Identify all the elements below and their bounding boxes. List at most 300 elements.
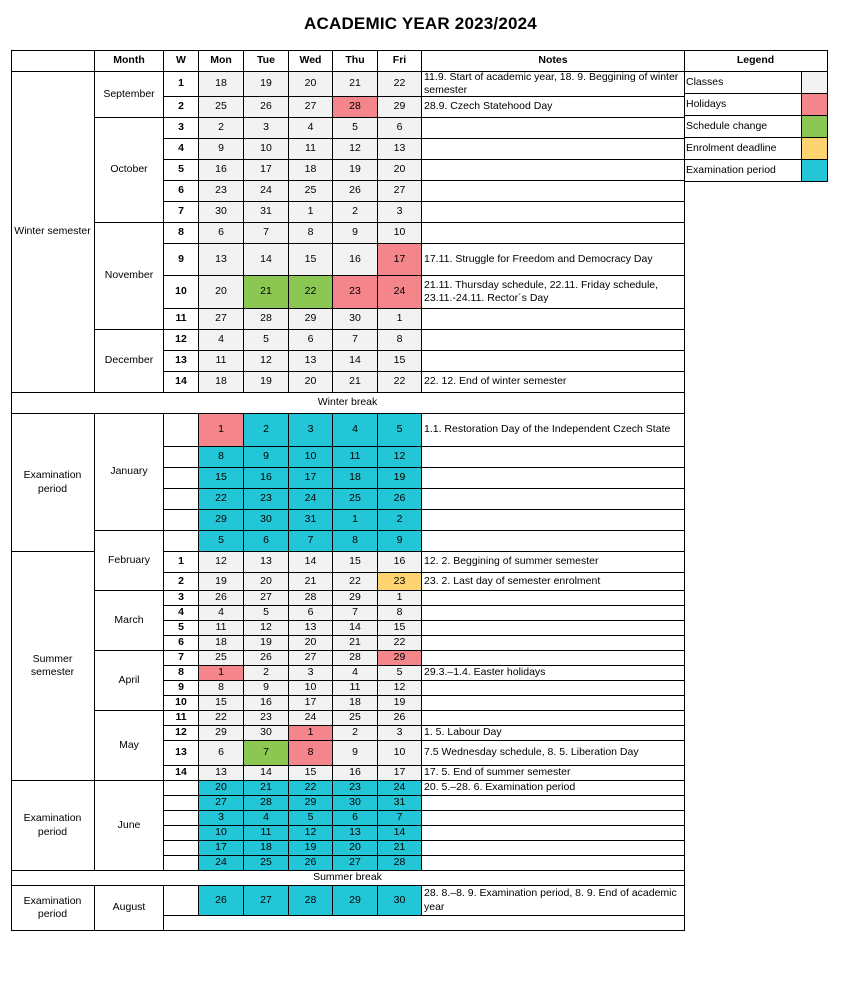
day-cell: 19 [244,72,289,97]
week-number: 6 [164,636,199,651]
day-cell: 18 [199,72,244,97]
note-cell [422,856,685,871]
week-number: 3 [164,591,199,606]
day-cell: 29 [333,591,378,606]
day-cell: 9 [333,741,378,766]
day-cell: 19 [378,696,422,711]
day-cell: 29 [378,97,422,118]
day-cell: 8 [333,531,378,552]
day-cell: 27 [199,309,244,330]
day-cell: 18 [333,696,378,711]
day-cell: 10 [289,447,333,468]
week-number: 8 [164,666,199,681]
note-cell [422,489,685,510]
week-number: 5 [164,160,199,181]
day-cell: 1 [378,309,422,330]
day-cell: 12 [378,447,422,468]
day-cell: 30 [333,309,378,330]
day-cell: 28 [289,886,333,916]
break-row: Winter break [11,393,685,414]
note-cell [422,591,685,606]
day-cell: 1 [333,510,378,531]
day-cell: 25 [333,711,378,726]
day-cell: 19 [378,468,422,489]
header-day-fri: Fri [378,50,422,72]
note-cell [422,681,685,696]
day-cell: 20 [244,573,289,591]
day-cell: 2 [333,202,378,223]
note-cell: 20. 5.–28. 6. Examination period [422,781,685,796]
week-number: 1 [164,72,199,97]
day-cell: 8 [378,330,422,351]
week-number [164,796,199,811]
day-cell: 27 [244,591,289,606]
day-cell: 22 [333,573,378,591]
note-cell: 12. 2. Beggining of summer semester [422,552,685,573]
day-cell: 26 [244,651,289,666]
legend-header: Legend [684,50,828,72]
day-cell: 15 [378,351,422,372]
day-cell: 7 [289,531,333,552]
note-cell: 17. 5. End of summer semester [422,766,685,781]
week-number: 1 [164,552,199,573]
day-cell: 5 [199,531,244,552]
legend-swatch [802,116,828,138]
day-cell: 4 [289,118,333,139]
day-cell: 30 [333,796,378,811]
note-cell [422,118,685,139]
day-cell: 9 [333,223,378,244]
day-cell: 27 [199,796,244,811]
day-cell: 9 [378,531,422,552]
day-cell: 29 [289,796,333,811]
period-label: Examination period [11,781,95,871]
note-cell [422,510,685,531]
day-cell: 18 [199,372,244,393]
day-cell: 14 [378,826,422,841]
day-cell: 26 [199,591,244,606]
day-cell: 20 [289,372,333,393]
note-cell [422,651,685,666]
day-cell: 6 [378,118,422,139]
day-cell: 23 [378,573,422,591]
day-cell: 8 [378,606,422,621]
day-cell: 13 [244,552,289,573]
week-number [164,447,199,468]
note-cell: 1. 5. Labour Day [422,726,685,741]
note-cell: 28. 8.–8. 9. Examination period, 8. 9. End of academic year [422,886,685,916]
header-day-tue: Tue [244,50,289,72]
day-cell: 1 [199,414,244,447]
week-number: 10 [164,696,199,711]
day-cell: 21 [289,573,333,591]
day-cell: 15 [333,552,378,573]
page-title: ACADEMIC YEAR 2023/2024 [304,14,537,33]
month-december: December [95,330,164,393]
legend-label: Holidays [684,94,802,116]
note-cell [422,841,685,856]
header-month: Month [95,50,164,72]
empty-row [164,916,685,931]
day-cell: 29 [378,651,422,666]
day-cell: 5 [289,811,333,826]
note-cell [422,160,685,181]
week-number [164,886,199,916]
day-cell: 19 [244,636,289,651]
month-october: October [95,118,164,223]
day-cell: 3 [378,202,422,223]
day-cell: 20 [378,160,422,181]
day-cell: 16 [333,244,378,276]
day-cell: 15 [378,621,422,636]
day-cell: 6 [289,330,333,351]
legend-label: Schedule change [684,116,802,138]
day-cell: 24 [378,276,422,309]
day-cell: 27 [378,181,422,202]
day-cell: 14 [244,766,289,781]
note-cell: 29.3.–1.4. Easter holidays [422,666,685,681]
week-number [164,414,199,447]
note-cell [422,468,685,489]
note-cell [422,223,685,244]
legend-swatch [802,160,828,182]
day-cell: 11 [199,621,244,636]
day-cell: 20 [199,781,244,796]
day-cell: 19 [199,573,244,591]
day-cell: 10 [199,826,244,841]
day-cell: 28 [333,97,378,118]
day-cell: 21 [333,372,378,393]
legend-label: Enrolment deadline [684,138,802,160]
day-cell: 21 [378,841,422,856]
day-cell: 8 [289,741,333,766]
week-number [164,510,199,531]
day-cell: 26 [378,489,422,510]
day-cell: 9 [244,447,289,468]
note-cell [422,202,685,223]
note-cell: 23. 2. Last day of semester enrolment [422,573,685,591]
week-number: 11 [164,309,199,330]
day-cell: 17 [199,841,244,856]
day-cell: 19 [333,160,378,181]
day-cell: 5 [244,330,289,351]
note-cell: 7.5 Wednesday schedule, 8. 5. Liberation Day [422,741,685,766]
day-cell: 17 [289,696,333,711]
day-cell: 31 [244,202,289,223]
day-cell: 7 [333,606,378,621]
day-cell: 12 [289,826,333,841]
day-cell: 24 [244,181,289,202]
note-cell [422,330,685,351]
note-cell [422,636,685,651]
month-august: August [95,886,164,931]
day-cell: 9 [244,681,289,696]
day-cell: 11 [289,139,333,160]
week-number: 2 [164,97,199,118]
day-cell: 12 [244,621,289,636]
month-april: April [95,651,164,711]
day-cell: 23 [199,181,244,202]
day-cell: 17 [378,766,422,781]
day-cell: 7 [244,741,289,766]
day-cell: 13 [199,244,244,276]
note-cell: 28.9. Czech Statehood Day [422,97,685,118]
day-cell: 28 [289,591,333,606]
week-number: 8 [164,223,199,244]
header-period [11,50,95,72]
day-cell: 14 [333,621,378,636]
day-cell: 26 [333,181,378,202]
day-cell: 29 [199,726,244,741]
day-cell: 25 [199,97,244,118]
day-cell: 15 [289,766,333,781]
day-cell: 1 [289,726,333,741]
week-number: 11 [164,711,199,726]
week-number: 14 [164,766,199,781]
week-number: 13 [164,351,199,372]
day-cell: 24 [199,856,244,871]
legend-swatch [802,138,828,160]
day-cell: 19 [289,841,333,856]
day-cell: 12 [378,681,422,696]
note-cell: 11.9. Start of academic year, 18. 9. Beggining of winter semester [422,72,685,97]
week-number: 13 [164,741,199,766]
day-cell: 4 [244,811,289,826]
week-number: 9 [164,244,199,276]
day-cell: 7 [244,223,289,244]
day-cell: 11 [333,447,378,468]
week-number: 2 [164,573,199,591]
day-cell: 20 [289,72,333,97]
day-cell: 3 [378,726,422,741]
day-cell: 14 [289,552,333,573]
note-cell [422,531,685,552]
day-cell: 12 [244,351,289,372]
week-number [164,781,199,796]
day-cell: 3 [289,666,333,681]
week-number: 12 [164,330,199,351]
day-cell: 21 [333,636,378,651]
day-cell: 21 [333,72,378,97]
header-day-wed: Wed [289,50,333,72]
day-cell: 25 [289,181,333,202]
day-cell: 22 [378,372,422,393]
day-cell: 31 [378,796,422,811]
day-cell: 4 [333,414,378,447]
day-cell: 22 [199,489,244,510]
day-cell: 7 [378,811,422,826]
day-cell: 14 [333,351,378,372]
day-cell: 18 [289,160,333,181]
note-cell: 22. 12. End of winter semester [422,372,685,393]
day-cell: 18 [333,468,378,489]
day-cell: 23 [244,711,289,726]
day-cell: 23 [244,489,289,510]
period-label: Summer semester [11,552,95,781]
day-cell: 30 [244,510,289,531]
day-cell: 21 [244,276,289,309]
day-cell: 11 [199,351,244,372]
day-cell: 16 [199,160,244,181]
day-cell: 28 [378,856,422,871]
day-cell: 11 [244,826,289,841]
day-cell: 29 [289,309,333,330]
day-cell: 18 [244,841,289,856]
day-cell: 21 [244,781,289,796]
day-cell: 10 [378,223,422,244]
month-january: January [95,414,164,531]
period-label: Winter semester [11,72,95,393]
day-cell: 16 [244,468,289,489]
day-cell: 2 [199,118,244,139]
month-november: November [95,223,164,330]
month-may: May [95,711,164,781]
day-cell: 5 [244,606,289,621]
day-cell: 13 [289,621,333,636]
week-number: 5 [164,621,199,636]
day-cell: 13 [289,351,333,372]
day-cell: 13 [333,826,378,841]
day-cell: 2 [244,666,289,681]
week-number [164,468,199,489]
day-cell: 29 [199,510,244,531]
week-number: 7 [164,202,199,223]
day-cell: 22 [378,72,422,97]
note-cell [422,811,685,826]
day-cell: 26 [378,711,422,726]
day-cell: 22 [289,781,333,796]
day-cell: 26 [199,886,244,916]
day-cell: 6 [199,223,244,244]
day-cell: 24 [289,711,333,726]
day-cell: 24 [378,781,422,796]
day-cell: 12 [199,552,244,573]
day-cell: 28 [333,651,378,666]
day-cell: 27 [333,856,378,871]
week-number [164,856,199,871]
week-number: 7 [164,651,199,666]
header-day-mon: Mon [199,50,244,72]
note-cell: 1.1. Restoration Day of the Independent Czech State [422,414,685,447]
note-cell [422,139,685,160]
day-cell: 5 [378,666,422,681]
day-cell: 15 [199,696,244,711]
calendar-table [11,50,685,984]
day-cell: 3 [289,414,333,447]
day-cell: 11 [333,681,378,696]
day-cell: 29 [333,886,378,916]
day-cell: 16 [378,552,422,573]
week-number: 4 [164,606,199,621]
legend-swatch [802,72,828,94]
note-cell [422,796,685,811]
day-cell: 9 [199,139,244,160]
note-cell: 17.11. Struggle for Freedom and Democracy Day [422,244,685,276]
month-september: September [95,72,164,118]
day-cell: 15 [199,468,244,489]
legend-label: Classes [684,72,802,94]
day-cell: 28 [244,309,289,330]
note-cell [422,447,685,468]
week-number: 3 [164,118,199,139]
day-cell: 22 [378,636,422,651]
day-cell: 19 [244,372,289,393]
day-cell: 10 [289,681,333,696]
day-cell: 16 [244,696,289,711]
day-cell: 6 [289,606,333,621]
month-june: June [95,781,164,871]
day-cell: 31 [289,510,333,531]
period-label: Examination period [11,886,95,931]
day-cell: 5 [333,118,378,139]
month-february: February [95,531,164,591]
note-cell [422,181,685,202]
day-cell: 6 [199,741,244,766]
day-cell: 22 [199,711,244,726]
legend-table [684,50,828,193]
day-cell: 4 [199,330,244,351]
header-notes: Notes [422,50,685,72]
day-cell: 27 [289,651,333,666]
day-cell: 22 [289,276,333,309]
week-number [164,531,199,552]
note-cell [422,351,685,372]
day-cell: 25 [244,856,289,871]
week-number: 9 [164,681,199,696]
break-row: Summer break [11,871,685,886]
period-label: Examination period [11,414,95,552]
day-cell: 20 [333,841,378,856]
day-cell: 13 [378,139,422,160]
note-cell [422,606,685,621]
day-cell: 25 [199,651,244,666]
day-cell: 5 [378,414,422,447]
legend-swatch [802,94,828,116]
day-cell: 30 [378,886,422,916]
header-day-thu: Thu [333,50,378,72]
day-cell: 20 [289,636,333,651]
day-cell: 26 [289,856,333,871]
week-number: 14 [164,372,199,393]
day-cell: 17 [378,244,422,276]
week-number [164,826,199,841]
day-cell: 6 [244,531,289,552]
note-cell: 21.11. Thursday schedule, 22.11. Friday schedule, 23.11.-24.11. Rector´s Day [422,276,685,309]
week-number: 4 [164,139,199,160]
day-cell: 23 [333,781,378,796]
note-cell [422,309,685,330]
day-cell: 1 [289,202,333,223]
day-cell: 2 [244,414,289,447]
day-cell: 27 [244,886,289,916]
day-cell: 18 [199,636,244,651]
week-number: 6 [164,181,199,202]
day-cell: 17 [289,468,333,489]
day-cell: 13 [199,766,244,781]
day-cell: 4 [333,666,378,681]
day-cell: 30 [199,202,244,223]
week-number: 10 [164,276,199,309]
note-cell [422,711,685,726]
day-cell: 17 [244,160,289,181]
day-cell: 16 [333,766,378,781]
day-cell: 6 [333,811,378,826]
day-cell: 15 [289,244,333,276]
note-cell [422,696,685,711]
day-cell: 2 [333,726,378,741]
day-cell: 1 [378,591,422,606]
day-cell: 24 [289,489,333,510]
